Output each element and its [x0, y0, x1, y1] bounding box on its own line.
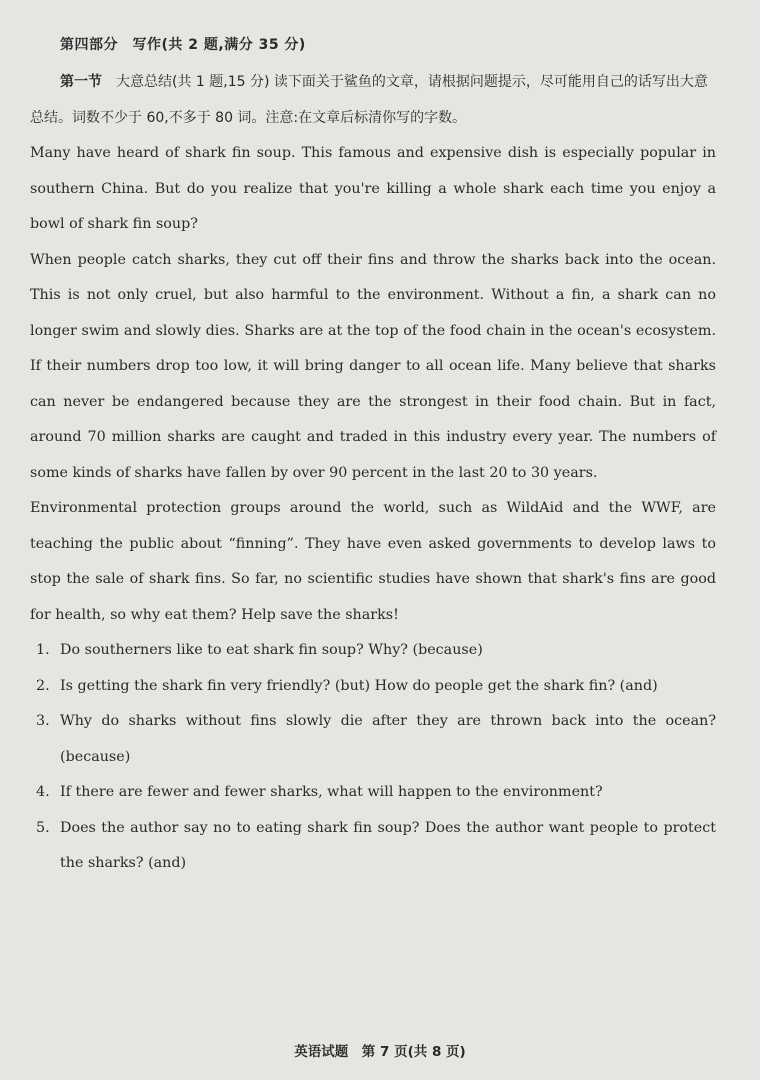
question-item — [30, 704, 716, 775]
question-number: 4. — [36, 784, 50, 800]
instruction-body: 大意总结(共 1 题,15 分) 读下面关于鲨鱼的文章，请根据问题提示，尽可能用自己的话写出大意总结。词数不少于 60,不多于 80 词。注意:在文章后标清你写的字数。 — [30, 74, 708, 126]
question-item — [30, 633, 716, 669]
question-text: Why do sharks without fins slowly die after they are thrown back into the ocean? (because) — [60, 713, 716, 765]
passage-paragraph: Many have heard of shark fin soup. This famous and expensive dish is especially popular in southern China. But do you realize that you're killing a whole shark each time you enjoy a bowl of shark fin soup? — [30, 145, 716, 232]
reading-passage — [30, 136, 716, 633]
question-list — [30, 633, 716, 882]
question-text: Does the author say no to eating shark fin soup? Does the author want people to protect the sharks? (and) — [60, 819, 716, 871]
question-number: 5. — [36, 819, 50, 836]
instruction-lead: 第一节 — [60, 74, 102, 90]
page-footer: 英语试题 第 7 页(共 8 页) — [294, 1044, 466, 1060]
question-text: Is getting the shark fin very friendly? (but) How do people get the shark fin? (and) — [60, 677, 658, 694]
question-number: 2. — [36, 677, 50, 694]
question-item — [30, 669, 716, 705]
question-number: 3. — [36, 713, 50, 729]
question-text: If there are fewer and fewer sharks, what will happen to the environment? — [60, 784, 603, 800]
passage-paragraph: Environmental protection groups around the world, such as WildAid and the WWF, are teaching the public about “finning”. They have even asked governments to develop laws to stop the sale of shark fins. So far, no scientific studies have shown that shark's fins are good for health, so why eat them? Help save the sharks! — [30, 500, 716, 623]
passage-paragraph: When people catch sharks, they cut off their fins and throw the sharks back into the ocean. This is not only cruel, but also harmful to the environment. Without a fin, a shark can no longer swim and slowly dies. Sharks are at the top of the food chain in the ocean's ecosystem. If their numbers drop too low, it will bring danger to all ocean life. Many believe that sharks can never be endangered because they are the strongest in their food chain. But in fact, around 70 million sharks are caught and traded in this industry every year. The numbers of some kinds of sharks have fallen by over 90 percent in the last 20 to 30 years. — [30, 251, 716, 481]
writing-instruction — [30, 64, 716, 136]
question-number: 1. — [36, 642, 50, 658]
section-title: 第四部分 写作(共 2 题,满分 35 分) — [60, 37, 306, 53]
question-item — [30, 775, 716, 811]
question-item — [30, 811, 716, 882]
question-text: Do southerners like to eat shark fin soup? Why? (because) — [60, 642, 483, 658]
